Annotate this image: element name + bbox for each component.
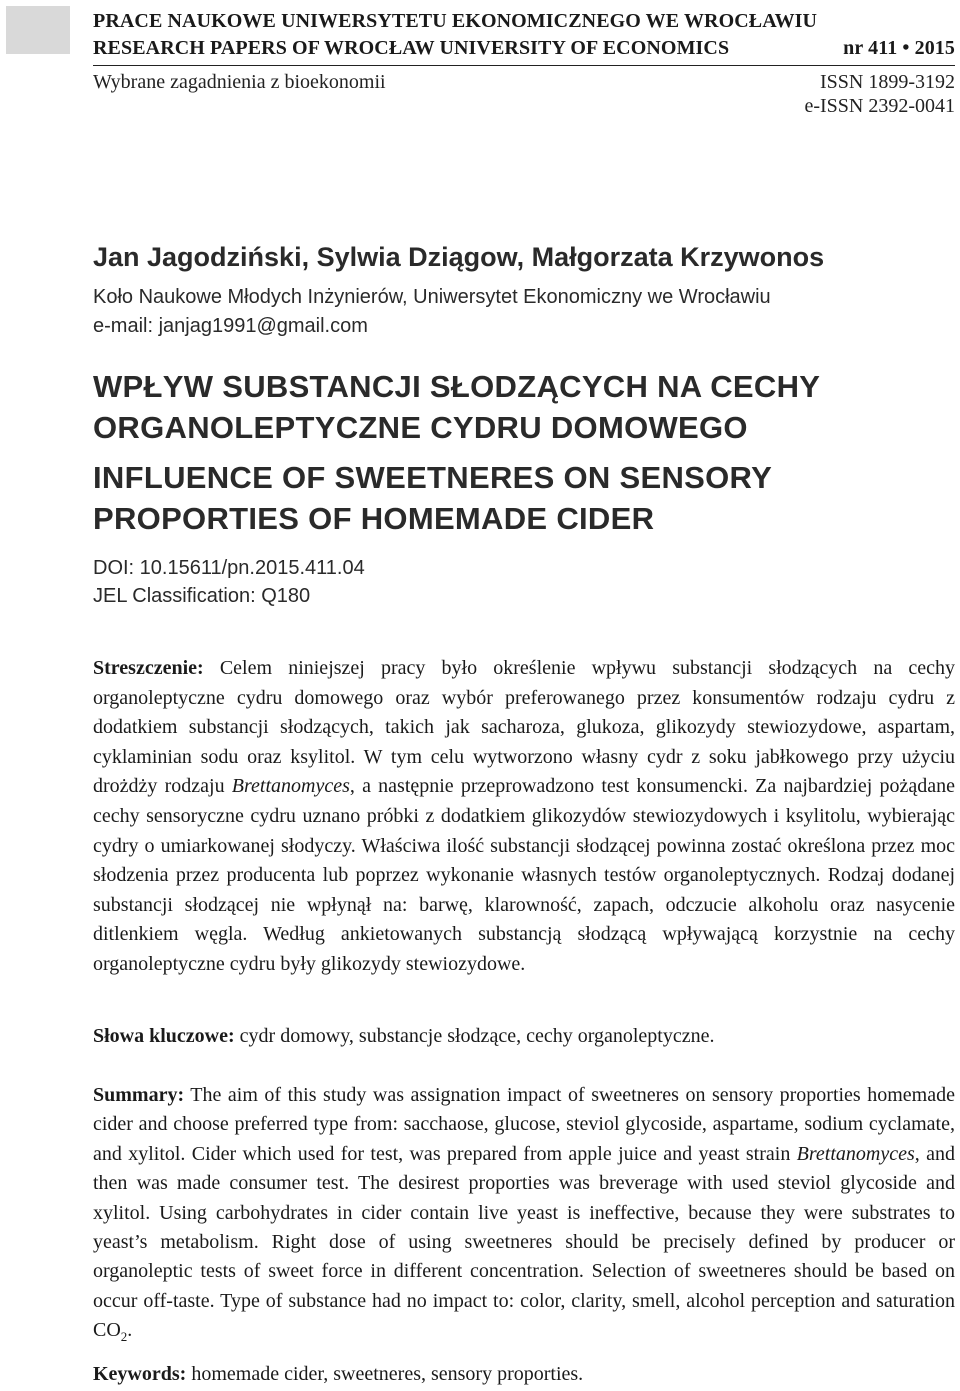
title-en — [93, 457, 955, 539]
summary-en-text: The aim of this study was assignation impact of sweetneres on sensory proporties homemade cider and choose preferred type from: sacchaose, glucose, steviol glycoside, aspartame, sodium cyclamate, and xylitol. Cider which used for test, was prepared from apple juice and yeast strain — [93, 1084, 955, 1165]
co2-subscript: 2 — [120, 1329, 128, 1345]
summary-en — [93, 1081, 955, 1352]
header-gray-block — [6, 6, 70, 54]
doi: DOI: 10.15611/pn.2015.411.04 — [93, 557, 365, 579]
journal-name-en-row — [93, 35, 955, 62]
summary-en-text: , and then was made consumer test. The desirest proporties was breverage with used steviol glycoside and xylitol. Using carbohydrates in cider contain live yeast is ineffective, because they were substrates to yeast’s metabolism. Right dose of using sweetneres should be precisely defined by producer or organoleptic tests of sweet force in different concentration. Selection of sweetneres should be based on occur off-taste. Type of substance had no impact to: color, clarity, smell, alcohol perception and saturation CO — [93, 1142, 955, 1342]
title-pl-line: WPŁYW SUBSTANCJI SŁODZĄCYCH NA CECHY — [93, 369, 821, 404]
summary-en-genus: Brettanomyces — [796, 1142, 915, 1165]
abstract-pl — [93, 654, 955, 980]
journal-header — [93, 8, 955, 62]
abstract-pl-text: , a następnie przeprowadzono test konsumencki. Za najbardziej pożądane cechy sensoryczne cydru uznano próbki z dodatkiem glikozydów stewiozydowych i ksylitolu, wybierając cydry o umiarkowanej słodyczy. Właściwa ilość substancji słodzącej powinna zostać określona przez moc słodzenia przez producenta lub poprzez wykonanie własnych testów organoleptycznych. Rodzaj dodanej substancji słodzącej nie wpłynął na: barwę, klarowność, zapach, odczucie alkoholu oraz nasycenie ditlenkiem węgla. Według ankietowanych substancją słodzącą wpływającą korzystnie na cechy organoleptyczne cydru były glikozydy stewiozydowe. — [93, 775, 955, 975]
abstract-pl-genus: Brettanomyces — [231, 775, 350, 798]
affiliation-block — [93, 283, 771, 341]
issn-block — [804, 70, 955, 118]
title-en-line: INFLUENCE OF SWEETNERES ON SENSORY — [93, 460, 773, 495]
title-pl-line: ORGANOLEPTYCZNE CYDRU DOMOWEGO — [93, 410, 748, 445]
abstract-pl-label: Streszczenie: — [93, 657, 204, 679]
authors: Jan Jagodziński, Sylwia Dziągow, Małgorzata Krzywonos — [93, 242, 825, 272]
issn: ISSN 1899-3192 — [819, 71, 955, 93]
issue-number: nr 411 • 2015 — [843, 37, 955, 59]
journal-name-en: RESEARCH PAPERS OF WROCŁAW UNIVERSITY OF ECONOMICS — [93, 37, 730, 59]
keywords-en — [93, 1360, 955, 1389]
keywords-pl — [93, 1022, 955, 1051]
title-pl — [93, 366, 955, 448]
title-en-line: PROPORTIES OF HOMEMADE CIDER — [93, 501, 655, 536]
identifiers — [93, 554, 365, 610]
email: e-mail: janjag1991@gmail.com — [93, 315, 368, 337]
abstract-pl-text: Celem niniejszej pracy było określenie wpływu substancji słodzących na cechy organoleptyczne cydru domowego oraz wybór preferowanego przez konsumentów rodzaju cydru z dodatkiem substancji słodzących, takich jak sacharoza, glukoza, glikozydy stewiozydowe, aspartam, cyklaminian sodu oraz ksylitol. W tym celu wytworzono własny cydr z soku jabłkowego przy użyciu drożdży rodzaju — [93, 657, 955, 798]
summary-en-label: Summary: — [93, 1084, 185, 1106]
eissn: e-ISSN 2392-0041 — [804, 95, 955, 117]
affiliation: Koło Naukowe Młodych Inżynierów, Uniwersytet Ekonomiczny we Wrocławiu — [93, 286, 771, 308]
keywords-pl-label: Słowa kluczowe: — [93, 1025, 235, 1047]
header-rule — [93, 65, 955, 66]
series-title: Wybrane zagadnienia z bioekonomii — [93, 71, 386, 93]
jel-classification: JEL Classification: Q180 — [93, 585, 311, 607]
journal-name-pl: PRACE NAUKOWE UNIWERSYTETU EKONOMICZNEGO WE WROCŁAWIU — [93, 10, 818, 32]
keywords-pl-text: cydr domowy, substancje słodzące, cechy organoleptyczne. — [234, 1025, 715, 1047]
keywords-en-label: Keywords: — [93, 1363, 187, 1385]
summary-en-text: . — [127, 1319, 133, 1342]
keywords-en-text: homemade cider, sweetneres, sensory proporties. — [186, 1363, 584, 1385]
